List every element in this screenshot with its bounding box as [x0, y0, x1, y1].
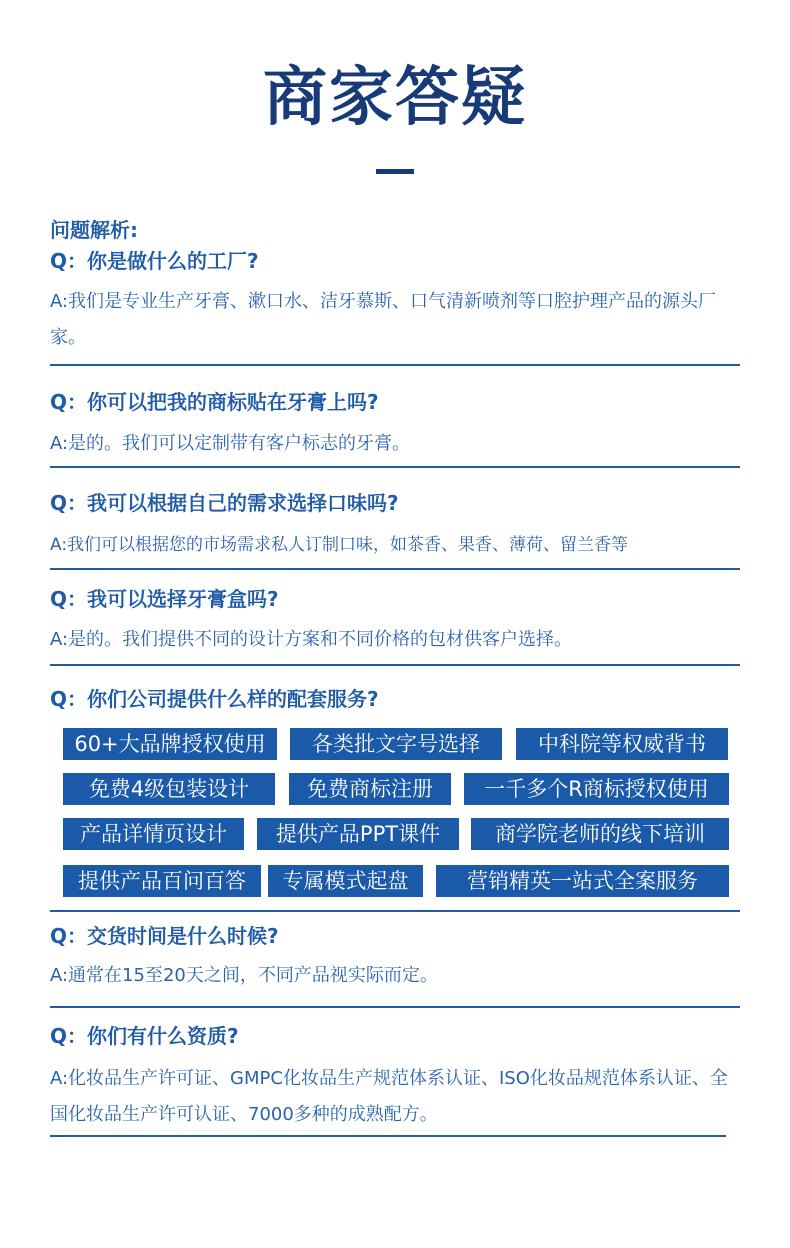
page-title: 商家答疑: [263, 61, 527, 135]
answer-6: A:通常在15至20天之间，不同产品视实际而定。: [50, 965, 438, 986]
answer-4: A:是的。我们提供不同的设计方案和不同价格的包材供客户选择。: [50, 629, 573, 650]
question-6: Q：交货时间是什么时候?: [50, 924, 279, 948]
title-underline: [376, 169, 414, 174]
divider-2: [50, 466, 740, 468]
question-7: Q：你们有什么资质?: [50, 1024, 239, 1048]
service-tag: 提供产品百问百答: [63, 865, 261, 897]
divider-1: [50, 364, 740, 366]
divider-7: [50, 1135, 726, 1137]
question-4: Q：我可以选择牙膏盒吗?: [50, 587, 279, 611]
answer-7: A:化妆品生产许可证、GMPC化妆品生产规范体系认证、ISO化妆品规范体系认证、全国化妆品生产许可认证、7000多种的成熟配方。: [50, 1068, 728, 1125]
answer-2: A:是的。我们可以定制带有客户标志的牙膏。: [50, 433, 411, 454]
divider-6: [50, 1006, 740, 1008]
service-tag: 60+大品牌授权使用: [63, 728, 277, 760]
service-tag: 各类批文字号选择: [290, 728, 502, 760]
service-tag: 营销精英一站式全案服务: [436, 865, 729, 897]
service-tag: 中科院等权威背书: [516, 728, 728, 760]
question-1: Q：你是做什么的工厂?: [50, 249, 259, 273]
section-label: 问题解析:: [50, 218, 138, 242]
question-3: Q：我可以根据自己的需求选择口味吗?: [50, 491, 399, 515]
divider-4: [50, 664, 740, 666]
service-tag: 产品详情页设计: [63, 818, 244, 850]
answer-1: A:我们是专业生产牙膏、漱口水、洁牙慕斯、口气清新喷剂等口腔护理产品的源头厂家。: [50, 291, 717, 348]
answer-3: A:我们可以根据您的市场需求私人订制口味，如茶香、果香、薄荷、留兰香等: [50, 535, 629, 555]
service-tag: 专属模式起盘: [268, 865, 423, 897]
question-2: Q：你可以把我的商标贴在牙膏上吗?: [50, 390, 379, 414]
service-tag: 商学院老师的线下培训: [471, 818, 729, 850]
service-tag: 免费4级包装设计: [63, 773, 275, 805]
service-tag: 免费商标注册: [289, 773, 451, 805]
service-tag: 提供产品PPT课件: [257, 818, 459, 850]
divider-3: [50, 568, 740, 570]
service-tag: 一千多个R商标授权使用: [464, 773, 729, 805]
divider-5: [50, 910, 740, 912]
question-5: Q：你们公司提供什么样的配套服务?: [50, 687, 379, 711]
